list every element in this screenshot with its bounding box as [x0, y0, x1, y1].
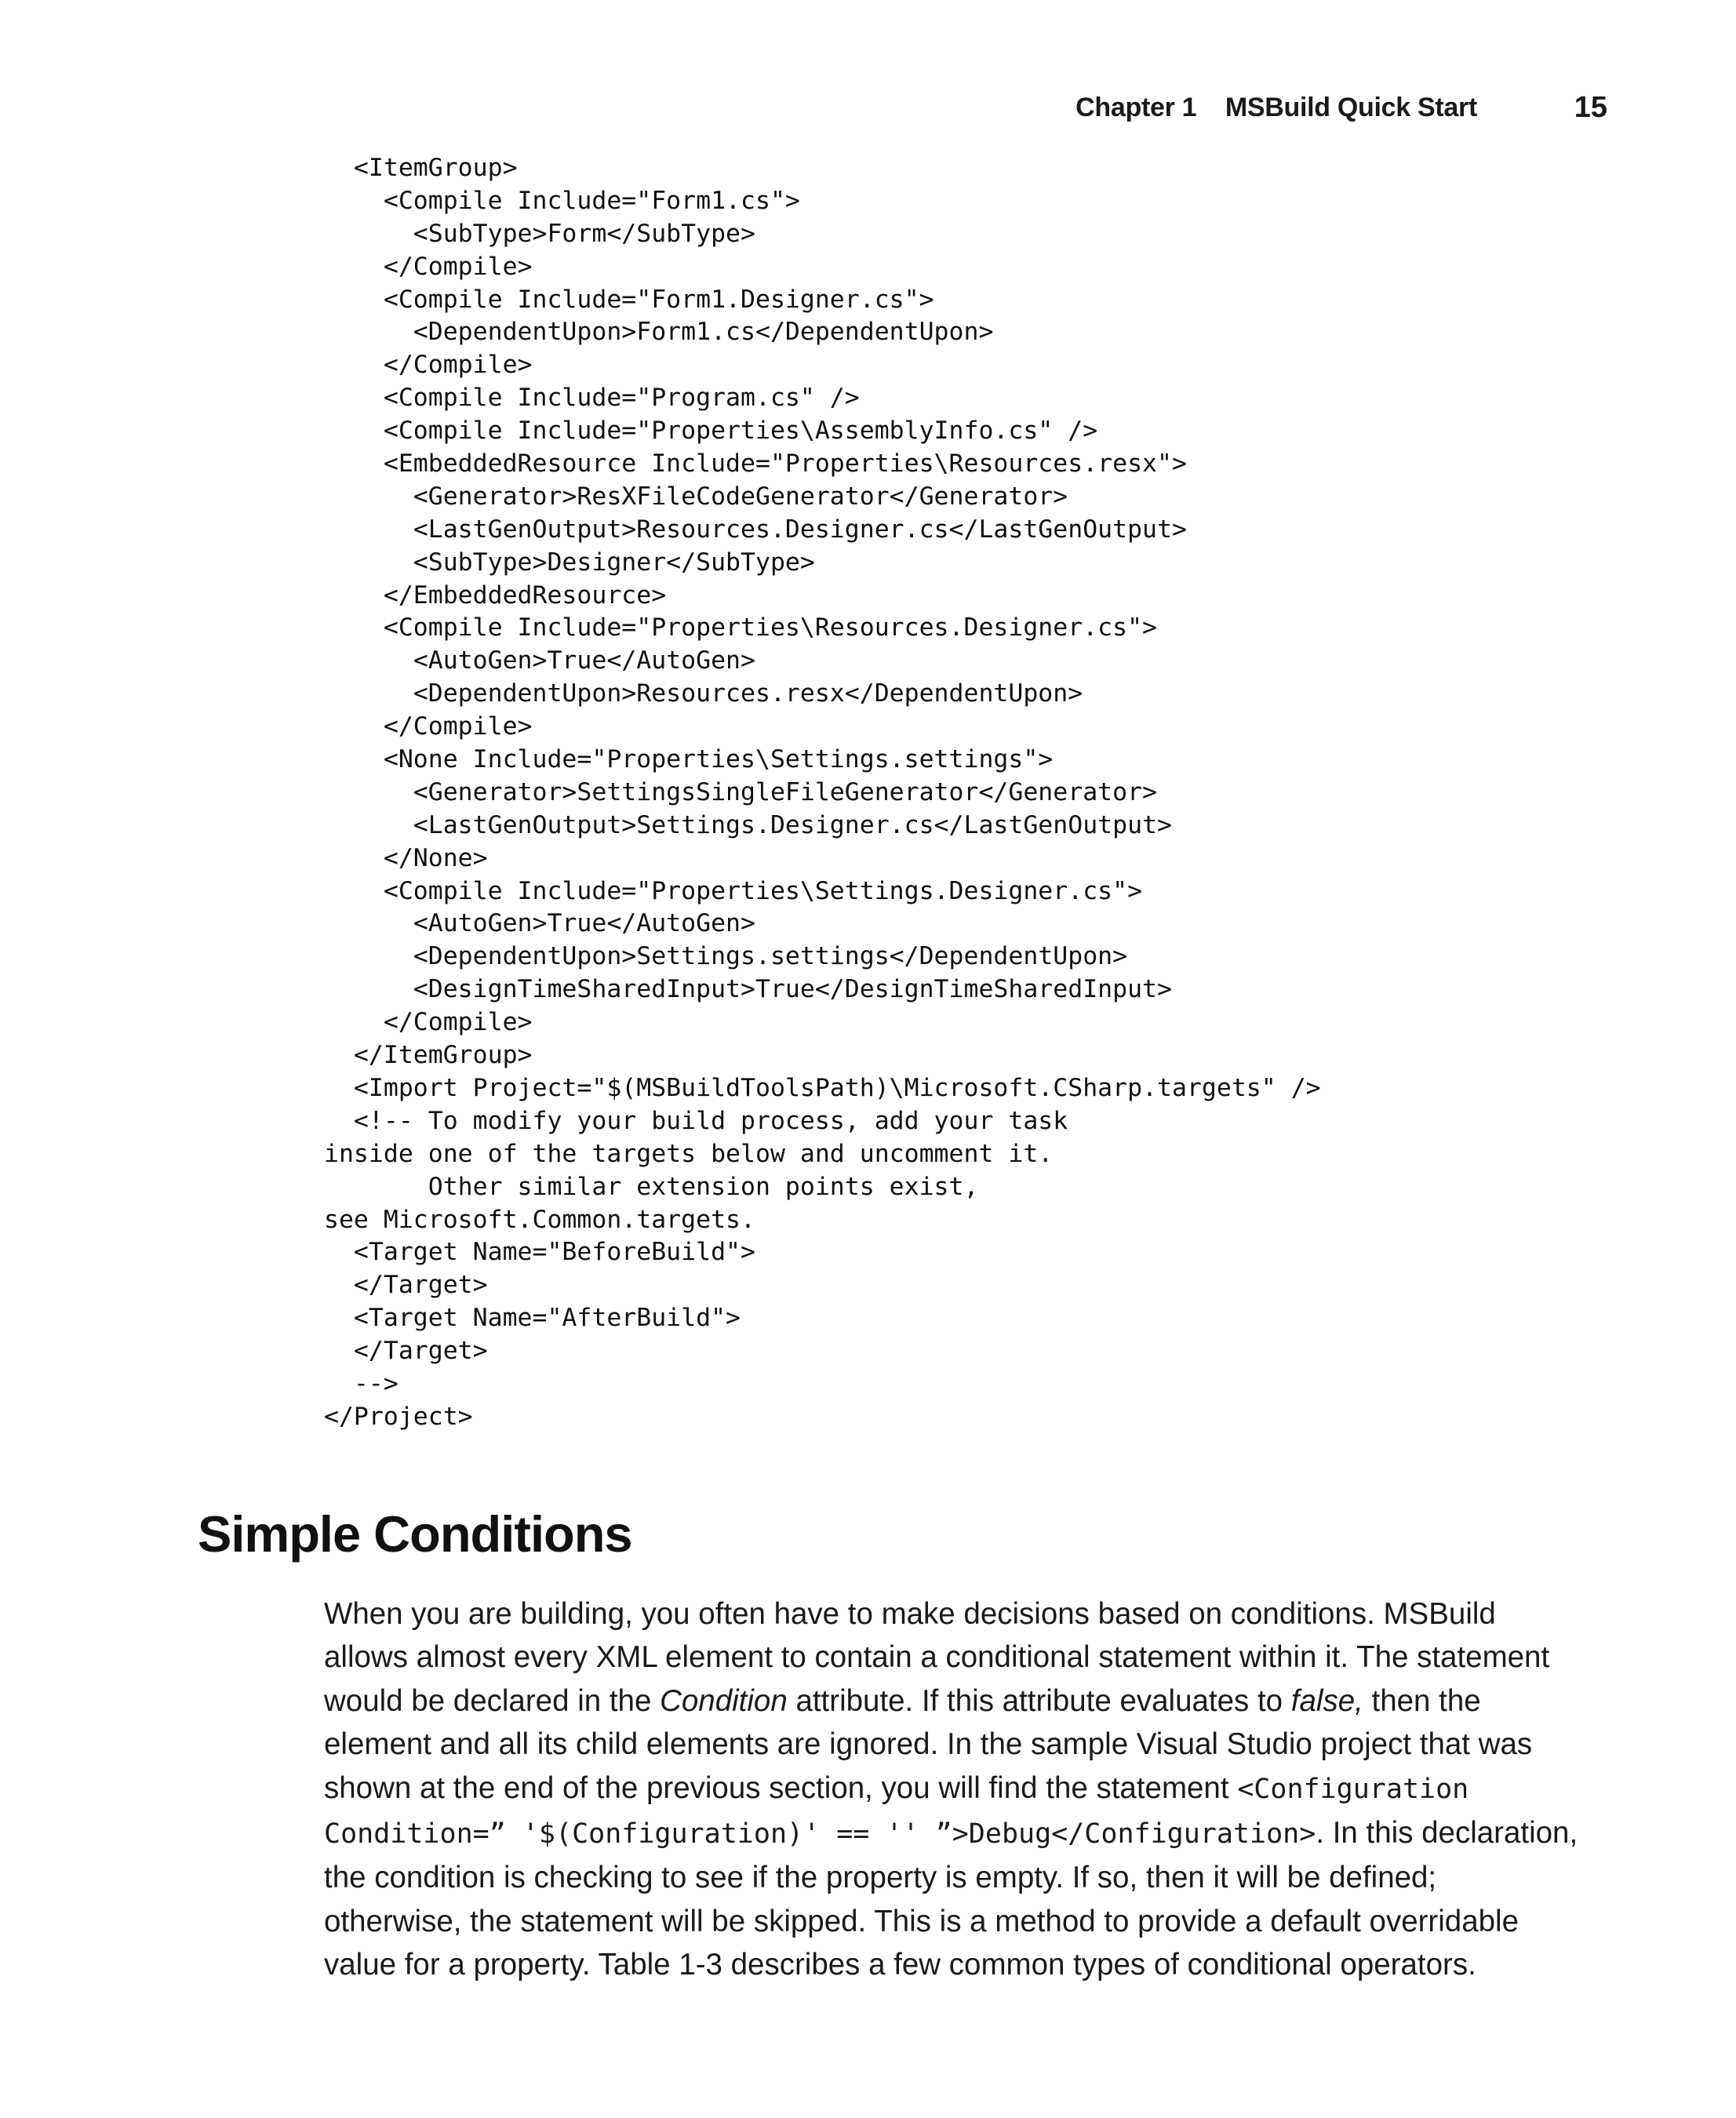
code-line: <Target Name="AfterBuild"> — [324, 1304, 741, 1333]
paragraph-line — [324, 1679, 1610, 1723]
section-heading: Simple Conditions — [198, 1505, 632, 1563]
chapter-label: Chapter 1 MSBuild Quick Start — [1075, 93, 1477, 122]
code-line: <Compile Include="Properties\Resources.Designer.cs"> — [324, 613, 1158, 642]
paragraph-line — [324, 1767, 1610, 1811]
paragraph-line: the condition is checking to see if the property is empty. If so, then it will be defined; — [324, 1861, 1437, 1895]
running-head — [0, 93, 1736, 130]
code-line: Other similar extension points exist, — [324, 1172, 979, 1201]
code-line: </Project> — [324, 1402, 473, 1431]
inline-code: <Configuration — [1237, 1773, 1469, 1805]
code-line: </Compile> — [324, 712, 533, 741]
code-line: <EmbeddedResource Include="Properties\Resources.resx"> — [324, 449, 1187, 479]
paragraph-text: . In this declaration, — [1316, 1816, 1578, 1851]
code-line: <Generator>ResXFileCodeGenerator</Generator> — [324, 482, 1068, 511]
paragraph-line: value for a property. Table 1-3 describes a few common types of conditional operators. — [324, 1948, 1476, 1982]
code-line: <None Include="Properties\Settings.settings"> — [324, 745, 1054, 774]
code-line: <Compile Include="Form1.Designer.cs"> — [324, 285, 934, 314]
code-line: <Compile Include="Properties\AssemblyInfo.cs" /> — [324, 417, 1098, 446]
code-line: </Compile> — [324, 252, 533, 281]
page-number: 15 — [1574, 91, 1607, 124]
code-line: <LastGenOutput>Settings.Designer.cs</LastGenOutput> — [324, 810, 1172, 839]
paragraph-text: would be declared in the — [324, 1683, 661, 1718]
code-listing — [324, 152, 1321, 1434]
code-line: <Import Project="$(MSBuildToolsPath)\Microsoft.CSharp.targets" /> — [324, 1073, 1321, 1102]
emphasis-condition: Condition — [660, 1683, 788, 1718]
code-line: <DependentUpon>Settings.settings</DependentUpon> — [324, 942, 1128, 971]
code-line: <Generator>SettingsSingleFileGenerator</Generator> — [324, 777, 1158, 806]
code-line: </Compile> — [324, 351, 533, 380]
code-line: <ItemGroup> — [324, 154, 518, 182]
code-line: <Compile Include="Program.cs" /> — [324, 384, 860, 413]
code-line: </Target> — [324, 1337, 488, 1366]
body-paragraph — [324, 1592, 1610, 1987]
code-line: <SubType>Designer</SubType> — [324, 548, 815, 577]
code-line: <SubType>Form</SubType> — [324, 219, 755, 248]
code-line: <DesignTimeSharedInput>True</DesignTimeSharedInput> — [324, 975, 1172, 1004]
code-line: </Compile> — [324, 1008, 533, 1037]
paragraph-line: element and all its child elements are ignored. In the sample Visual Studio project that was — [324, 1727, 1533, 1762]
paragraph-text: attribute. If this attribute evaluates to — [787, 1683, 1291, 1718]
emphasis-false: false, — [1290, 1683, 1363, 1718]
code-line: <DependentUpon>Resources.resx</DependentUpon> — [324, 679, 1083, 708]
code-line: <LastGenOutput>Resources.Designer.cs</LastGenOutput> — [324, 515, 1187, 544]
paragraph-text: then the — [1363, 1683, 1481, 1718]
paragraph-line: When you are building, you often have to make decisions based on conditions. MSBuild — [324, 1597, 1496, 1631]
code-line: </EmbeddedResource> — [324, 580, 667, 610]
code-line: see Microsoft.Common.targets. — [324, 1205, 755, 1234]
paragraph-text: shown at the end of the previous section, you will find the statement — [324, 1770, 1238, 1805]
code-line: </Target> — [324, 1271, 488, 1300]
code-line: inside one of the targets below and uncomment it. — [324, 1139, 1054, 1168]
code-line: --> — [324, 1369, 399, 1398]
code-line: <Compile Include="Form1.cs"> — [324, 186, 800, 215]
paragraph-line — [324, 1811, 1610, 1856]
code-line: <Compile Include="Properties\Settings.Designer.cs"> — [324, 876, 1143, 905]
code-line: </ItemGroup> — [324, 1041, 533, 1070]
code-line: </None> — [324, 843, 488, 872]
code-line: <!-- To modify your build process, add your task — [324, 1106, 1068, 1135]
code-line: <AutoGen>True</AutoGen> — [324, 909, 755, 938]
code-line: <DependentUpon>Form1.cs</DependentUpon> — [324, 318, 994, 347]
paragraph-line: allows almost every XML element to contain a conditional statement within it. The statement — [324, 1640, 1550, 1675]
code-line: <Target Name="BeforeBuild"> — [324, 1238, 755, 1267]
paragraph-line: otherwise, the statement will be skipped. This is a method to provide a default overridable — [324, 1904, 1519, 1938]
inline-code: Condition=” '$(Configuration)' == '' ”>Debug</Configuration> — [324, 1818, 1316, 1851]
code-line: <AutoGen>True</AutoGen> — [324, 646, 755, 675]
